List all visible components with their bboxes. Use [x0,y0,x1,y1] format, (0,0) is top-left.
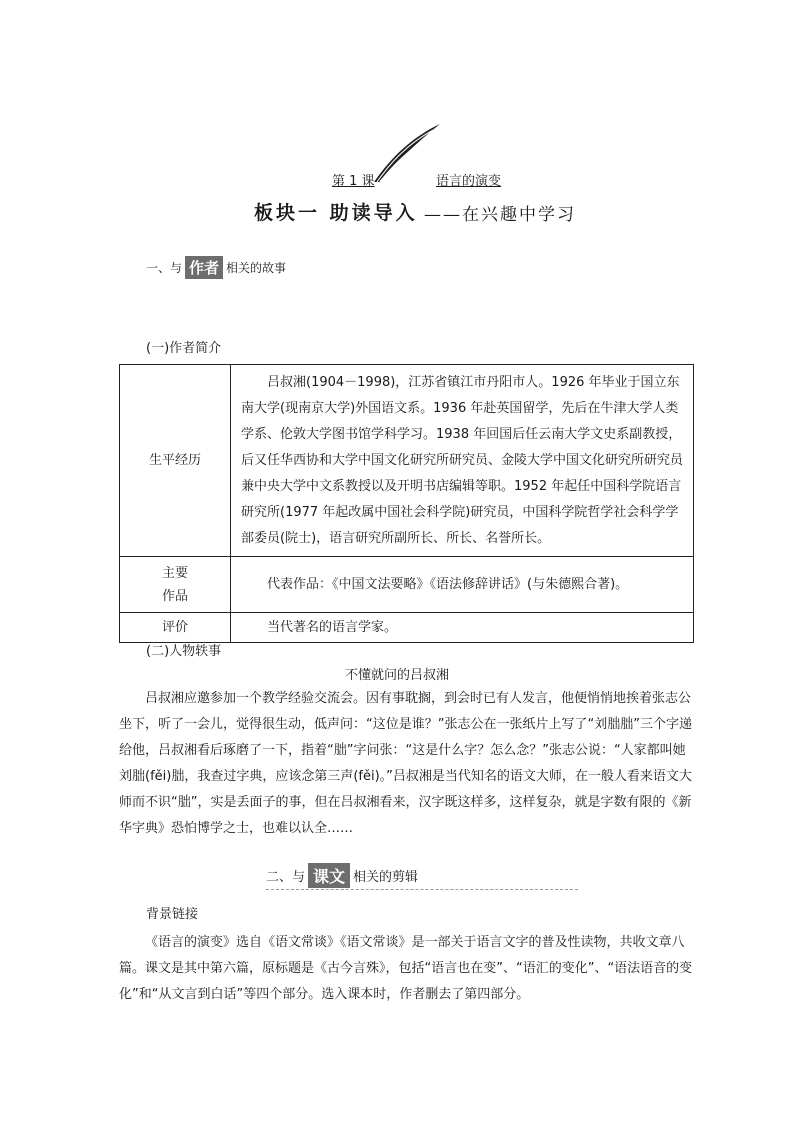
table-row [120,365,694,557]
section-suffix: 相关的故事 [226,260,287,275]
table-row [120,557,694,613]
anecdote-body: 吕叔湘应邀参加一个教学经验交流会。因有事耽搁，到会时已有人发言，他便悄悄地挨着张志公坐下，听了一会儿，觉得很生动，低声问：“这位是谁？”张志公在一张纸片上写了“刘朏朏”三个字递给他，吕叔湘看后琢磨了一下，指着“朏”字问张：“这是什么字？怎么念？”张志公说：“人家都叫她刘朏(fěi)朏，我查过字典，应该念第三声(fěi)。”吕叔湘是当代知名的语文大师，在一般人看来语文大师而不识“朏”，实是丢面子的事，但在吕叔湘看来，汉字既这样多，这样复杂，就是字数有限的《新华字典》恐怕博学之士，也难以认全…… [119,691,692,836]
author-intro-heading: (一)作者简介 [146,341,222,356]
section-suffix: 相关的剪辑 [353,869,419,885]
row-value-works: 代表作品：《中国文法要略》《语法修辞讲话》(与朱德熙合著)。 [231,557,694,613]
section-prefix: 一、与 [146,260,183,275]
row-label-evaluation: 评价 [120,613,231,643]
row-value-biography: 吕叔湘(1904－1998)，江苏省镇江市丹阳市人。1926 年毕业于国立东南大学(现南京大学)外国语文系。1936 年赴英国留学，先后在牛津大学人类学系、伦敦大学图书馆学科学习。1938 年回国后任云南大学文史系副教授，后又任华西协和大学中国文化研究所研究员、金陵大学中国文化研究所研究员兼中央大学中文系教授以及开明书店编辑等职。1952 年起任中国科学院语言研究所(1977 年起改属中国社会科学院)研究员，中国科学院哲学社会科学学部委员(院士)，语言研究所副所长、所长、名誉所长。 [231,365,694,557]
background-heading: 背景链接 [146,907,199,922]
anecdote-title: 不懂就问的吕叔湘 [344,668,449,683]
swoosh-ornament-icon [372,122,442,184]
row-label-works-line1: 主要 [161,565,188,581]
table-row [120,613,694,643]
section-tag: 课文 [308,863,350,888]
background-body: 《语言的演变》选自《语文常谈》《语文常谈》是一部关于语言文字的普及性读物，共收文章八篇。课文是其中第六篇，原标题是《古今言殊》，包括“语言也在变”、“语汇的变化”、“语法语音的变化”和“从文言到白话”等四个部分。选入课本时，作者删去了第四部分。 [119,935,693,1002]
row-value-evaluation: 当代著名的语言学家。 [231,613,694,643]
row-label-works-line2: 作品 [161,588,188,604]
block-title: 板块一 助读导入 [254,202,418,224]
anecdote-heading: (二)人物轶事 [146,644,222,659]
row-label-works [120,557,231,613]
section-heading-author [146,256,286,278]
section-tag: 作者 [185,256,223,279]
section-heading-text [266,861,578,890]
author-info-table [119,364,694,643]
row-label-biography: 生平经历 [120,365,231,557]
lesson-title: 语言的演变 [436,174,502,189]
section-prefix: 二、与 [266,869,306,885]
block-subtitle: ——在兴趣中学习 [424,205,576,225]
lesson-number: 第 1 课 [332,174,375,189]
